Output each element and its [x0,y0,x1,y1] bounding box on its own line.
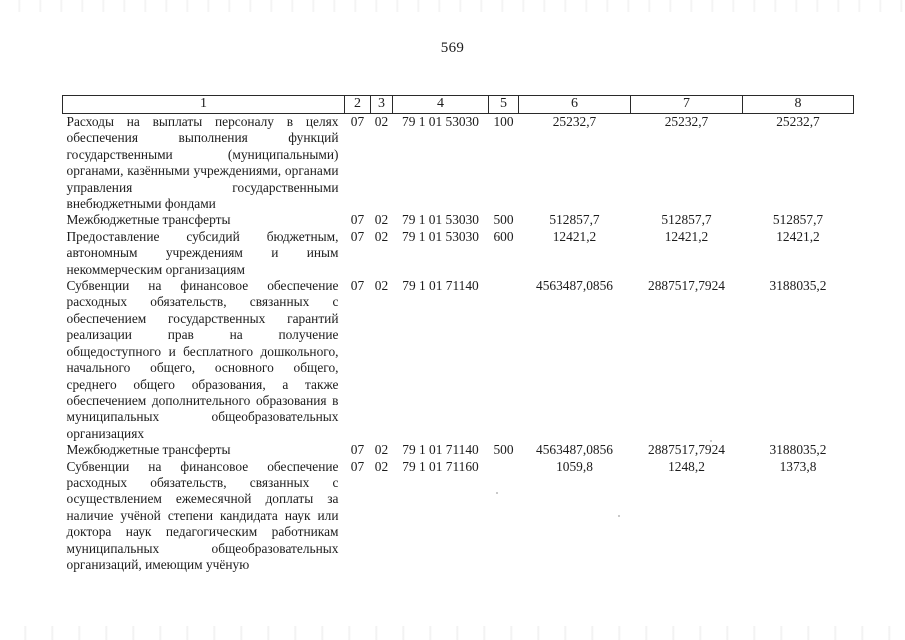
header-col-8: 8 [743,96,854,114]
scan-edge-bottom [0,626,905,640]
budget-table [62,95,854,573]
row-target-code: 79 1 01 53030 [402,114,479,129]
row-amount-2: 25232,7 [664,114,709,129]
header-col-5: 5 [489,96,519,114]
row-amount-3: 3188035,2 [769,278,827,294]
row-amount-2: 12421,2 [664,228,709,244]
row-name: Межбюджетные трансферты [66,212,231,228]
scan-speck [710,440,712,442]
row-amount-1: 1059,8 [556,458,593,474]
scan-speck [496,492,498,494]
scan-speck [618,515,620,517]
row-target-code: 79 1 01 71160 [402,458,479,474]
table-row [63,459,854,574]
row-subsection: 02 [374,442,389,458]
row-target-code: 79 1 01 53030 [402,212,479,228]
row-subsection: 02 [374,212,389,228]
row-expense-type: 600 [493,228,514,244]
table-row [63,114,854,213]
row-section: 07 [350,114,365,129]
header-col-6: 6 [519,96,631,114]
row-expense-type [489,459,519,574]
row-name: Субвенции на финансовое обеспечение расходных обязательств, связанных с обеспечением государственных гарантий реализации прав на получение общедоступного и бесплатного дошкольного, начального общего, основного общего, среднего общего образования, а также обеспечением дополнительного образования в муниципальных общеобразовательных организациях [66,278,339,441]
header-col-1: 1 [63,96,345,114]
row-section: 07 [350,228,365,244]
row-amount-3: 3188035,2 [769,442,827,458]
table-row [63,212,854,228]
row-expense-type: 500 [493,212,514,228]
table-row [63,278,854,442]
row-amount-2: 512857,7 [661,212,712,228]
row-section: 07 [350,278,365,294]
row-expense-type: 100 [493,114,514,129]
row-amount-1: 12421,2 [552,228,597,244]
row-target-code: 79 1 01 71140 [402,278,479,294]
row-amount-2: 2887517,7924 [648,278,725,294]
row-section: 07 [350,458,365,474]
header-col-2: 2 [345,96,371,114]
row-amount-1: 4563487,0856 [536,278,613,294]
row-name: Субвенции на финансовое обеспечение расходных обязательств, связанных с осуществлением ежемесячной доплаты за наличие учёной степени кандидата наук или доктора наук педагогическим работникам муниципальных общеобразовательных организаций, имеющим учёную [66,458,339,572]
scan-edge-top [0,0,905,12]
table-header-row [63,96,854,114]
row-section: 07 [350,442,365,458]
row-subsection: 02 [374,228,389,244]
row-amount-1: 512857,7 [549,212,600,228]
row-name: Межбюджетные трансферты [66,442,231,458]
row-name: Расходы на выплаты персоналу в целях обеспечения выполнения функций государственными (муниципальными) органами, казёнными учреждениями, органами управления государственными внебюджетными фондами [66,114,339,212]
row-amount-3: 25232,7 [776,114,820,129]
row-expense-type: 500 [493,442,514,458]
row-amount-1: 4563487,0856 [536,442,613,458]
table-row [63,442,854,458]
row-name: Предоставление субсидий бюджетным, автономным учреждениям и иным некоммерческим организациям [66,228,339,277]
header-col-4: 4 [393,96,489,114]
row-target-code: 79 1 01 71140 [402,442,479,458]
row-amount-2: 2887517,7924 [648,442,725,458]
row-expense-type [489,278,519,442]
row-section: 07 [350,212,365,228]
row-subsection: 02 [374,278,389,294]
row-amount-3: 12421,2 [776,228,820,244]
header-col-3: 3 [371,96,393,114]
row-amount-3: 1373,8 [779,458,817,474]
row-target-code: 79 1 01 53030 [402,228,479,244]
row-amount-1: 25232,7 [552,114,597,129]
row-subsection: 02 [374,458,389,474]
row-amount-3: 512857,7 [772,212,824,228]
row-subsection: 02 [374,114,389,129]
row-amount-2: 1248,2 [668,458,705,474]
table-row [63,229,854,278]
header-col-7: 7 [631,96,743,114]
page-number: 569 [440,40,465,56]
